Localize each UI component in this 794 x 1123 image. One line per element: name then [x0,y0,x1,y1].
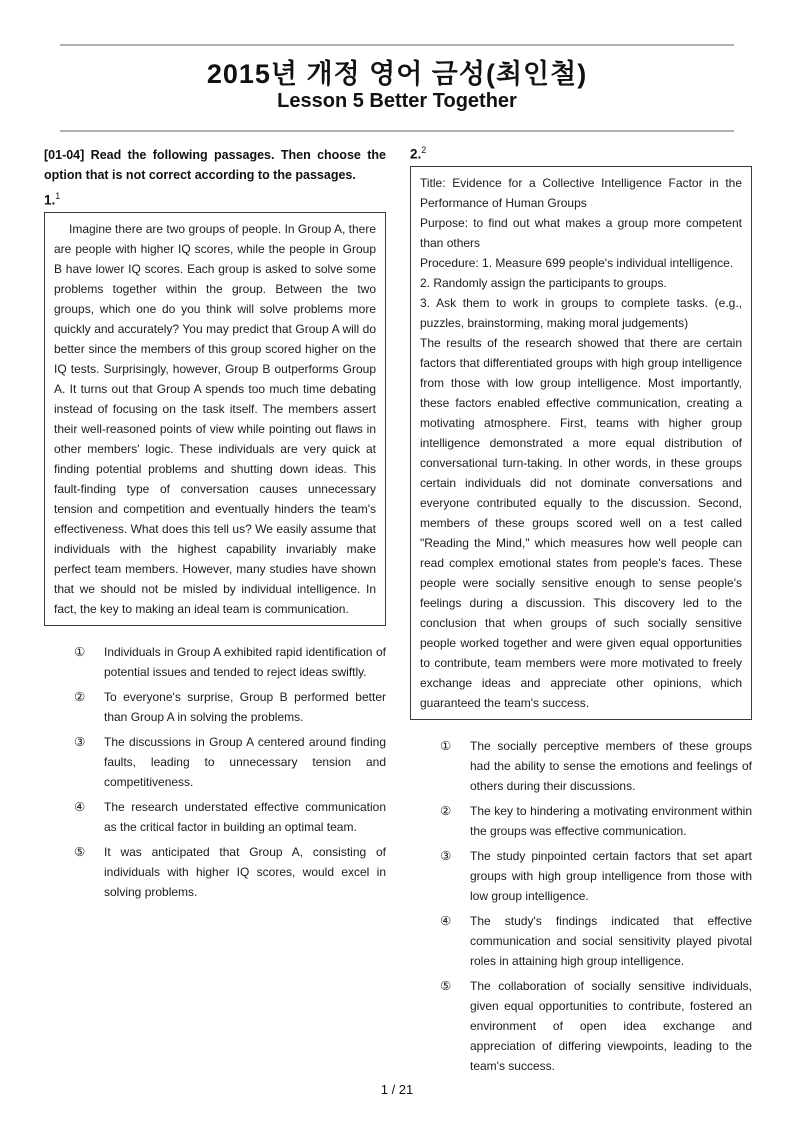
two-column-content [44,145,752,1081]
question-2-passage-procedure-step-3: 3. Ask them to work in groups to complete tasks. (e.g., puzzles, brainstorming, making moral judgements) [420,295,742,330]
question-2-superscript: 2 [421,145,427,155]
question-2-option-3 [440,846,752,906]
question-2-option-1 [440,736,752,796]
option-text: The study pinpointed certain factors that set apart groups with high group intelligence from those with low group intelligence. [470,848,752,903]
question-1-option-1 [74,642,386,682]
question-2-passage-procedure-step-2: 2. Randomly assign the participants to groups. [420,275,667,290]
question-2-option-5 [440,976,752,1076]
header-rule-top [60,44,734,46]
question-1-number [44,191,386,208]
option-text: The socially perceptive members of these groups had the ability to sense the emotions and feelings of others during their discussions. [470,738,752,793]
option-number: ① [440,738,452,753]
page-number-footer: 1 / 21 [380,1082,414,1097]
question-2-passage-box [410,166,752,720]
question-1-number-text: 1. [44,192,56,208]
option-number: ② [74,689,86,704]
question-2-number-text: 2. [410,146,422,162]
option-number: ③ [74,734,86,749]
question-2-passage-procedure-step-1: Procedure: 1. Measure 699 people's individual intelligence. [420,255,734,270]
question-1-passage-box [44,212,386,626]
option-text: The study's findings indicated that effective communication and social sensitivity played pivotal roles in attaining high group intelligence. [470,913,752,968]
question-1-option-3 [74,732,386,792]
option-text: It was anticipated that Group A, consisting of individuals with higher IQ scores, would excel in solving problems. [104,844,386,899]
option-number: ⑤ [440,978,452,993]
option-number: ④ [74,799,86,814]
option-text: To everyone's surprise, Group B performed better than Group A in solving the problems. [104,689,386,724]
header-rule-bottom [60,130,734,132]
option-number: ③ [440,848,452,863]
option-number: ② [440,803,452,818]
question-1-option-5 [74,842,386,902]
document-subtitle: Lesson 5 Better Together [277,90,517,112]
question-1-option-2 [74,687,386,727]
option-text: The discussions in Group A centered around finding faults, leading to unnecessary tension and competitiveness. [104,734,386,789]
option-text: Individuals in Group A exhibited rapid identification of potential issues and tended to reject ideas swiftly. [104,644,386,679]
question-2-option-2 [440,801,752,841]
right-column [410,145,752,1081]
question-2-number [410,145,752,162]
option-number: ④ [440,913,452,928]
question-2-options [410,736,752,1076]
question-2-passage-title-line: Title: Evidence for a Collective Intelligence Factor in the Performance of Human Groups [420,175,742,210]
question-2-passage-purpose-line: Purpose: to find out what makes a group more competent than others [420,215,742,250]
question-2-passage-body: The results of the research showed that there are certain factors that differentiated groups with high group intelligence from those with low group intelligence. Most importantly, these factors enabled effective communication, creating a motivating atmosphere. First, teams with higher group intelligence demonstrated a more equal distribution of conversational turn-taking. In other words, in these groups certain individuals did not dominate conversations and everyone contributed equally to the discussion. Second, members of these groups scored well on a test called "Reading the Mind," which measures how well people can read complex emotional states from people's faces. These people were socially sensitive enough to sense people's feelings during a discussion. This discovery led to the conclusion that when groups of such socially sensitive people worked together and were given equal opportunities to contribute, team members were more motivated to freely exchange ideas and appreciate other opinions, which guaranteed the team's success. [420,335,742,710]
question-2-option-4 [440,911,752,971]
document-title: 2015년 개정 영어 금성(최인철) [206,59,588,89]
option-text: The research understated effective communication as the critical factor in building an optimal team. [104,799,386,834]
left-column [44,145,386,907]
question-1-superscript: 1 [55,191,61,201]
question-1-passage: Imagine there are two groups of people. In Group A, there are people with higher IQ scores, while the people in Group B have lower IQ scores. Each group is asked to solve some problems together within the group. Between the two groups, which one do you think will solve problems more quickly and accurately? You may predict that Group A will do better since the members of this group scored higher on the IQ tests. Surprisingly, however, Group B outperforms Group A. It turns out that Group A spends too much time debating instead of focusing on the task itself. The members assert their well-reasoned points of view while pointing out flaws in other members' logic. These individuals are very quick at finding potential problems and shutting down ideas. This fault-finding type of conversation causes unnecessary tension and competition and eventually hinders the team's effectiveness. What does this tell us? We easily assume that individuals with the highest capability invariably make perfect team members. However, many studies have shown that we should not be misled by individual intelligence. In fact, the key to making an ideal team is communication. [54,221,376,616]
option-text: The collaboration of socially sensitive individuals, given equal opportunities to contribute, fostered an environment of open idea exchange and appreciation of differing viewpoints, leading to the team's success. [470,978,752,1073]
option-text: The key to hindering a motivating environment within the groups was effective communication. [470,803,752,838]
option-number: ⑤ [74,844,86,859]
option-number: ① [74,644,86,659]
question-1-options [44,642,386,902]
instructions-text: [01-04] Read the following passages. Then choose the option that is not correct according to the passages. [44,148,386,182]
question-1-option-4 [74,797,386,837]
